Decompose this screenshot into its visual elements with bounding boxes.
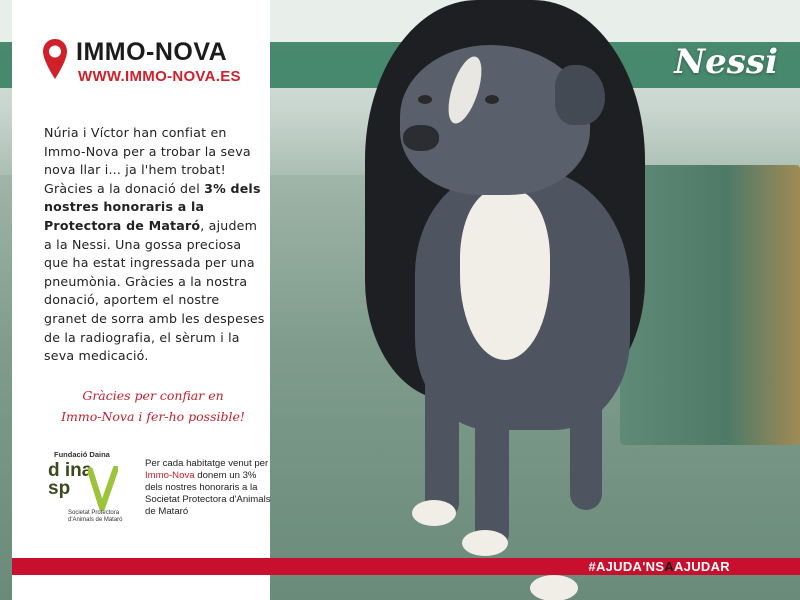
- dog-chest: [460, 190, 550, 360]
- dog-nose: [403, 125, 439, 151]
- brand-name: IMMO-NOVA: [76, 38, 228, 66]
- thanks-line: Immo-Nova i fer-ho possible!: [61, 409, 245, 424]
- story-highlight: 3% dels nostres honoraris a la Protectora de Mataró: [44, 180, 261, 233]
- foundation-logo: [48, 450, 140, 532]
- dog-eye: [418, 95, 432, 104]
- foundation-wordmark: [48, 462, 92, 498]
- donation-text: Per cada habitatge venut per: [145, 458, 269, 469]
- panel-footer: [12, 575, 270, 600]
- info-panel: [12, 0, 270, 558]
- wordmark-line: sp: [48, 478, 71, 499]
- subtitle-line: Societat Protectora: [68, 510, 120, 516]
- thanks-message: [34, 385, 272, 427]
- foundation-subtitle: [68, 510, 123, 524]
- wordmark-line: d ina: [48, 460, 93, 481]
- hashtag-bar: [12, 558, 800, 575]
- hashtag-highlight: A: [664, 559, 675, 574]
- foundation-name: Fundació Daina: [54, 450, 110, 459]
- dog-name: Nessi: [674, 42, 778, 82]
- concrete-tank: [620, 165, 800, 445]
- story-paragraph: [44, 124, 266, 366]
- donation-brand: Immo-Nova: [145, 470, 195, 481]
- story-text: Núria i Víctor han confiat en Immo-Nova per a trobar la seva nova llar i... ja l'hem trobat! Gràcies a la donació del: [44, 125, 251, 196]
- website-link[interactable]: WWW.IMMO-NOVA.ES: [78, 68, 241, 85]
- hashtag-text: [588, 558, 730, 575]
- story-text: , ajudem a la Nessi. Una gossa preciosa que ha estat ingressada per una pneumònia. Gràcies a la nostra donació, aportem el nostre granet de sorra amb les despeses de la radiografia, el sèrum i la seva medicació.: [44, 217, 265, 364]
- donation-text: donem un 3% dels nostres honoraris a la Societat Protectora d'Animals de Mataró: [145, 470, 271, 517]
- dog-leg: [425, 360, 459, 520]
- location-pin-icon: [42, 38, 68, 80]
- dog-paw: [462, 530, 508, 556]
- dog-leg: [570, 360, 602, 510]
- subtitle-line: d'Animals de Mataró: [68, 517, 123, 523]
- dog-leg: [475, 380, 509, 550]
- dog-eye: [485, 95, 499, 104]
- thanks-line: Gràcies per confiar en: [82, 388, 224, 403]
- hashtag-part: AJUDAR: [674, 559, 730, 574]
- dog-paw: [412, 500, 456, 526]
- hashtag-part: #AJUDA'NS: [588, 559, 665, 574]
- dog-paw: [530, 575, 578, 600]
- donation-note: [145, 458, 275, 518]
- foundation-v-mark-icon: [88, 466, 118, 512]
